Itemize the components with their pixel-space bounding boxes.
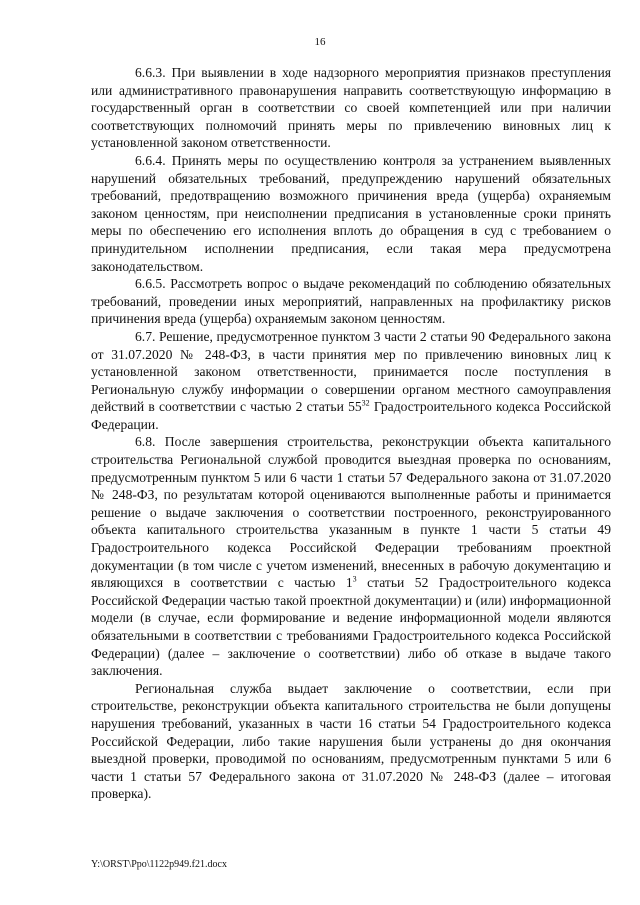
paragraph-6-8-text-start: 6.8. После завершения строительства, реконструкции объекта капитального строительства Региональной службой проводится выездная проверка по основаниям, предусмотренным пунктом 5 или 6 части 1 статьи 57 Федерального закона от 31.07.2020 № 248-ФЗ, по результатам которой оцениваются выполненные работы и принимается решение о выдаче заключения о соответствии построенного, реконструированного объекта капитального строительства указанным в пункте 1 части 5 статьи 49 Градостроительного кодекса Российской Федерации требованиям проектной документации (в том числе с учетом изменений, внесенных в рабочую документацию и являющихся в соответствии с частью 1 [91, 434, 611, 591]
paragraph-6-7 [91, 328, 611, 434]
paragraph-6-7-superscript: 32 [361, 398, 370, 408]
paragraph-6-6-3: 6.6.3. При выявлении в ходе надзорного мероприятия признаков преступления или административного правонарушения направить соответствующую информацию в государственный орган в соответствии со своей компетенцией или при наличии соответствующих полномочий принять меры по привлечению виновных лиц к установленной законом ответственности. [91, 65, 611, 151]
page-number: 16 [314, 36, 326, 48]
paragraph-6-8-superscript: 3 [352, 574, 357, 584]
paragraph-regional-service: Региональная служба выдает заключение о соответствии, если при строительстве, реконструкции объекта капитального строительства не были допущены нарушения требований, указанных в части 16 статьи 54 Градостроительного кодекса Российской Федерации, либо такие нарушения были устранены до дня окончания выездной проверки, проводимой по основаниям, предусмотренным пунктами 5 или 6 части 1 статьи 57 Федерального закона от 31.07.2020 № 248-ФЗ (далее – итоговая проверка). [91, 680, 611, 802]
paragraph-6-6-5: 6.6.5. Рассмотреть вопрос о выдаче рекомендаций по соблюдению обязательных требований, проведении иных мероприятий, направленных на профилактику рисков причинения вреда (ущерба) охраняемым законом ценностям. [91, 276, 611, 327]
paragraph-6-7-text-start: 6.7. Решение, предусмотренное пунктом 3 части 2 статьи 90 Федерального закона от 31.07.2020 № 248-ФЗ, в части принятия мер по привлечению виновных лиц к установленной законом ответственности, принимается после поступления в Региональную службу информации о совершении органом местного самоуправления действий в соответствии с частью 2 статьи 55 [91, 328, 611, 415]
footer-file-path: Y:\ORST\Ppo\1122p949.f21.docx [91, 859, 227, 870]
document-body [91, 64, 611, 803]
paragraph-6-8-text-end: статьи 52 Градостроительного кодекса Российской Федерации частью такой проектной документации) и (или) информационной модели (в случае, если формирование и ведение информационной модели являются обязательными в соответствии с требованиями Градостроительного кодекса Российской Федерации) (далее – заключение о соответствии) либо об отказе в выдаче такого заключения. [91, 575, 611, 679]
paragraph-6-6-4: 6.6.4. Принять меры по осуществлению контроля за устранением выявленных нарушений обязательных требований, предупреждению нарушений обязательных требований, предотвращению возможного причинения вреда (ущерба) охраняемым законом ценностям, при неисполнении предписания в установленные сроки принять меры по обеспечению его исполнения вплоть до обращения в суд с требованием о принудительном исполнении предписания, если такая мера предусмотрена законодательством. [91, 152, 611, 274]
paragraph-6-7-text-end: Градостроительного кодекса Российской Федерации. [91, 399, 611, 432]
paragraph-6-8 [91, 433, 611, 679]
